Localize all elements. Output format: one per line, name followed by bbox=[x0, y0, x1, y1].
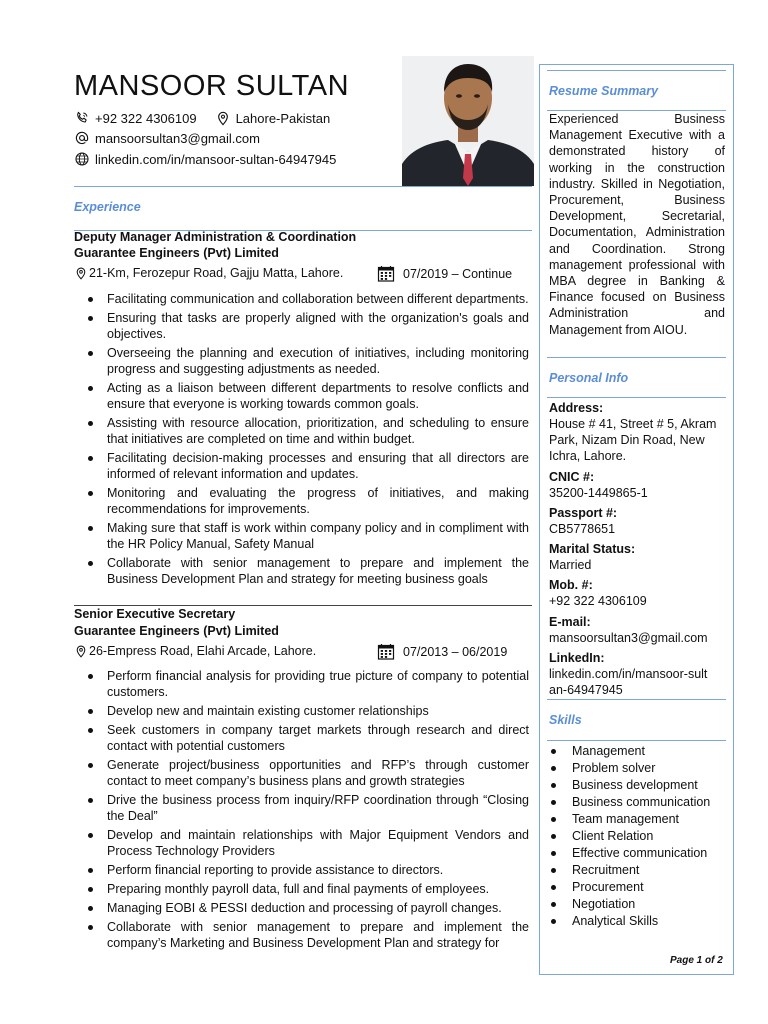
contact-line-1 bbox=[74, 110, 330, 126]
job-title-1: Deputy Manager Administration & Coordination bbox=[74, 230, 357, 244]
header-divider bbox=[74, 186, 532, 187]
location-text: Lahore-Pakistan bbox=[235, 110, 331, 126]
globe-icon bbox=[74, 151, 90, 167]
address-block bbox=[549, 400, 729, 464]
job-dates-text-2: 07/2013 – 06/2019 bbox=[403, 644, 508, 659]
linkedin-value[interactable]: linkedin.com/in/mansoor-sultan-64947945 bbox=[549, 667, 708, 697]
job-location-text-1: 21-Km, Ferozepur Road, Gajju Matta, Lahore. bbox=[89, 266, 344, 280]
email-value[interactable]: mansoorsultan3@gmail.com bbox=[549, 631, 708, 645]
phone-icon bbox=[74, 110, 90, 126]
job-divider bbox=[74, 605, 532, 606]
passport-block bbox=[549, 505, 729, 537]
calendar-icon bbox=[377, 643, 395, 660]
list-item: Client Relation bbox=[549, 828, 710, 845]
cnic-block bbox=[549, 469, 729, 501]
location-pin-icon bbox=[74, 265, 88, 281]
company-1: Guarantee Engineers (Pvt) Limited bbox=[74, 246, 279, 260]
skills-heading: Skills bbox=[549, 713, 582, 727]
profile-photo bbox=[402, 56, 534, 186]
at-sign-icon bbox=[74, 130, 90, 146]
job-location-2 bbox=[74, 643, 316, 659]
list-item: Problem solver bbox=[549, 760, 710, 777]
job-bullets-1 bbox=[88, 291, 529, 590]
address-label: Address: bbox=[549, 401, 604, 415]
list-item: Develop new and maintain existing customer relationships bbox=[88, 703, 529, 719]
calendar-icon bbox=[377, 265, 395, 282]
job-dates-text-1: 07/2019 – Continue bbox=[403, 266, 513, 281]
list-item: Facilitating decision-making processes and ensuring that all directors are informed of relevant information and updates. bbox=[88, 450, 529, 482]
contact-line-2 bbox=[74, 130, 260, 146]
mobile-block bbox=[549, 577, 729, 609]
marital-label: Marital Status: bbox=[549, 542, 636, 556]
list-item: Monitoring and evaluating the progress of initiatives, and making recommendations for improvements. bbox=[88, 485, 529, 517]
linkedin-label: LinkedIn: bbox=[549, 651, 605, 665]
skills-divider bbox=[547, 740, 726, 741]
location-pin-icon bbox=[215, 110, 231, 126]
list-item: Overseeing the planning and execution of initiatives, including monitoring progress and suggesting adjustments as needed. bbox=[88, 345, 529, 377]
list-item: Collaborate with senior management to prepare and implement the company’s Marketing and Business Development Plan and strategy for bbox=[88, 919, 529, 951]
summary-top-divider bbox=[547, 70, 726, 71]
list-item: Negotiation bbox=[549, 896, 710, 913]
email-label: E-mail: bbox=[549, 615, 591, 629]
phone-text: +92 322 4306109 bbox=[95, 110, 197, 126]
company-2: Guarantee Engineers (Pvt) Limited bbox=[74, 624, 279, 638]
list-item: Business development bbox=[549, 777, 710, 794]
mobile-label: Mob. #: bbox=[549, 578, 593, 592]
personal-top-divider bbox=[547, 357, 726, 358]
location-pin-icon bbox=[74, 643, 88, 659]
summary-heading: Resume Summary bbox=[549, 84, 659, 98]
candidate-name: MANSOOR SULTAN bbox=[74, 70, 350, 102]
skills-top-divider bbox=[547, 699, 726, 700]
personal-divider bbox=[547, 397, 726, 398]
experience-heading: Experience bbox=[74, 200, 141, 214]
linkedin-block bbox=[549, 650, 709, 698]
email-block bbox=[549, 614, 729, 646]
skills-list bbox=[549, 743, 710, 930]
job-dates-1 bbox=[377, 265, 512, 282]
marital-value: Married bbox=[549, 558, 592, 572]
list-item: Preparing monthly payroll data, full and final payments of employees. bbox=[88, 881, 529, 897]
address-value: House # 41, Street # 5, Akram Park, Nizam Din Road, New Ichra, Lahore. bbox=[549, 417, 717, 463]
passport-value: CB5778651 bbox=[549, 522, 616, 536]
list-item: Managing EOBI & PESSI deduction and processing of payroll changes. bbox=[88, 900, 529, 916]
list-item: Generate project/business opportunities and RFP’s through customer contact to meet company’s business plans and growth strategies bbox=[88, 757, 529, 789]
list-item: Ensuring that tasks are properly aligned with the organization's goals and objectives. bbox=[88, 310, 529, 342]
cnic-label: CNIC #: bbox=[549, 470, 595, 484]
personal-info-heading: Personal Info bbox=[549, 371, 629, 385]
list-item: Collaborate with senior management to prepare and implement the Business Development Plan and strategy for meeting business goals bbox=[88, 555, 529, 587]
page-number: Page 1 of 2 bbox=[670, 955, 723, 966]
marital-block bbox=[549, 541, 729, 573]
list-item: Perform financial reporting to provide assistance to directors. bbox=[88, 862, 529, 878]
list-item: Team management bbox=[549, 811, 710, 828]
list-item: Making sure that staff is work within company policy and in compliment with the HR Policy Manual, Safety Manual bbox=[88, 520, 529, 552]
job-location-text-2: 26-Empress Road, Elahi Arcade, Lahore. bbox=[89, 644, 317, 658]
passport-label: Passport #: bbox=[549, 506, 618, 520]
list-item: Management bbox=[549, 743, 710, 760]
list-item: Perform financial analysis for providing true picture of company to potential customers. bbox=[88, 668, 529, 700]
list-item: Procurement bbox=[549, 879, 710, 896]
contact-line-3 bbox=[74, 151, 336, 167]
list-item: Facilitating communication and collaboration between different departments. bbox=[88, 291, 529, 307]
job-title-2: Senior Executive Secretary bbox=[74, 607, 236, 621]
list-item: Develop and maintain relationships with Major Equipment Vendors and Process Technology Providers bbox=[88, 827, 529, 859]
list-item: Recruitment bbox=[549, 862, 710, 879]
summary-text: Experienced Business Management Executive with a demonstrated history of working in the construction industry. Skilled in Negotiation, Procurement, Business Development, Secretarial, Documentation, Administration and Coordination. Strong management professional with MBA degree in Banking & Finance focused on Business Administration and Management from AIOU. bbox=[549, 112, 725, 337]
email-link[interactable]: mansoorsultan3@gmail.com bbox=[95, 130, 260, 146]
job-dates-2 bbox=[377, 643, 507, 660]
list-item: Assisting with resource allocation, prioritization, and scheduling to ensure that initiatives are completed on time and within budget. bbox=[88, 415, 529, 447]
list-item: Effective communication bbox=[549, 845, 710, 862]
list-item: Seek customers in company target markets through research and direct contact with potential customers bbox=[88, 722, 529, 754]
mobile-value: +92 322 4306109 bbox=[549, 594, 647, 608]
list-item: Acting as a liaison between different departments to resolve conflicts and ensure that everyone is working towards common goals. bbox=[88, 380, 529, 412]
job-location-1 bbox=[74, 265, 343, 281]
list-item: Analytical Skills bbox=[549, 913, 710, 930]
list-item: Business communication bbox=[549, 794, 710, 811]
job-bullets-2 bbox=[88, 668, 529, 954]
linkedin-link[interactable]: linkedin.com/in/mansoor-sultan-64947945 bbox=[95, 151, 337, 167]
cnic-value: 35200-1449865-1 bbox=[549, 486, 648, 500]
list-item: Drive the business process from inquiry/RFP coordination through “Closing the Deal” bbox=[88, 792, 529, 824]
